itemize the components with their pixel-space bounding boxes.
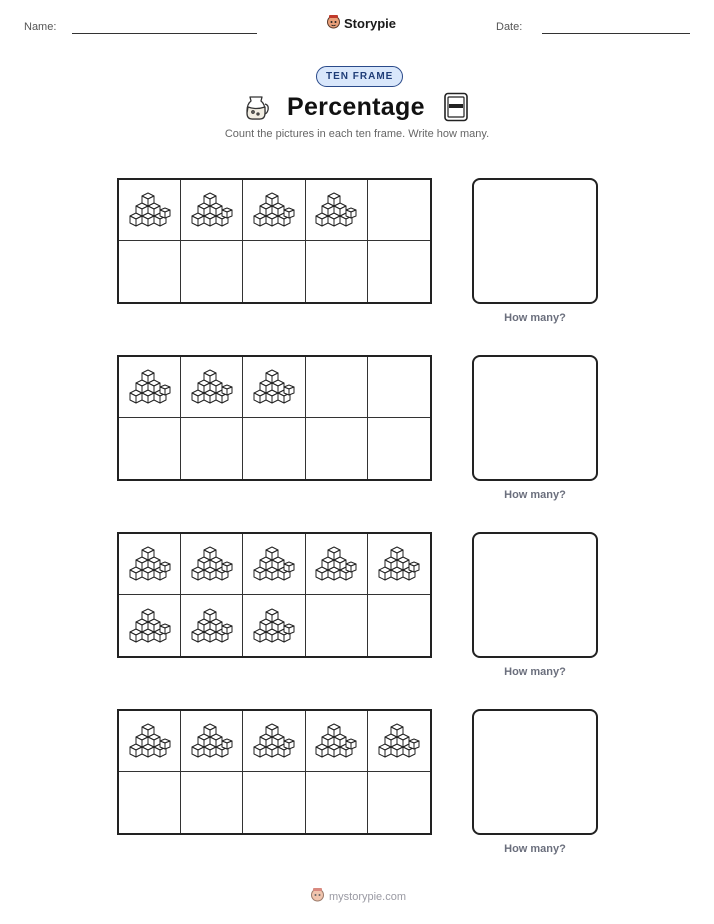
ten-frame-cell bbox=[119, 534, 181, 595]
ten-frame bbox=[117, 532, 432, 658]
storypie-mascot-icon bbox=[326, 14, 341, 33]
cube-stack-icon bbox=[128, 606, 172, 646]
ten-frame-cell bbox=[243, 534, 305, 595]
tablet-icon bbox=[443, 92, 469, 127]
date-line[interactable] bbox=[542, 33, 690, 34]
ten-frame-cell bbox=[181, 357, 243, 418]
cube-stack-icon bbox=[314, 544, 358, 584]
how-many-label: How many? bbox=[504, 489, 566, 501]
ten-frame-cell bbox=[306, 180, 368, 241]
cube-stack-icon bbox=[252, 721, 296, 761]
ten-frame-cell bbox=[181, 534, 243, 595]
ten-frame-cell bbox=[306, 772, 368, 833]
ten-frame-cell bbox=[368, 711, 430, 772]
cube-stack-icon bbox=[128, 544, 172, 584]
answer-box[interactable] bbox=[472, 532, 598, 658]
ten-frame-cell bbox=[181, 418, 243, 479]
ten-frame-cell bbox=[119, 241, 181, 302]
ten-frame-cell bbox=[181, 595, 243, 656]
ten-frame-cell bbox=[306, 711, 368, 772]
ten-frame-cell bbox=[181, 772, 243, 833]
ten-frame-cell bbox=[243, 418, 305, 479]
ten-frame-cell bbox=[368, 180, 430, 241]
ten-frame-cell bbox=[119, 180, 181, 241]
ten-frame-cell bbox=[119, 772, 181, 833]
ten-frame-cell bbox=[119, 357, 181, 418]
ten-frame-cell bbox=[243, 241, 305, 302]
ten-frame-cell bbox=[119, 711, 181, 772]
ten-frame-cell bbox=[243, 180, 305, 241]
cube-stack-icon bbox=[190, 544, 234, 584]
footer bbox=[310, 887, 406, 906]
ten-frame-cell bbox=[306, 418, 368, 479]
answer-box[interactable] bbox=[472, 355, 598, 481]
cube-stack-icon bbox=[252, 190, 296, 230]
cube-stack-icon bbox=[190, 606, 234, 646]
ten-frame bbox=[117, 355, 432, 481]
name-line[interactable] bbox=[72, 33, 257, 34]
date-label: Date: bbox=[496, 21, 523, 33]
how-many-label: How many? bbox=[504, 312, 566, 324]
ten-frame-cell bbox=[243, 772, 305, 833]
cube-stack-icon bbox=[128, 721, 172, 761]
ten-frame-cell bbox=[119, 418, 181, 479]
ten-frame-cell bbox=[368, 241, 430, 302]
cube-stack-icon bbox=[190, 190, 234, 230]
cube-stack-icon bbox=[252, 367, 296, 407]
answer-box[interactable] bbox=[472, 709, 598, 835]
cube-stack-icon bbox=[128, 190, 172, 230]
cube-stack-icon bbox=[190, 367, 234, 407]
cube-stack-icon bbox=[128, 367, 172, 407]
ten-frame-cell bbox=[368, 595, 430, 656]
ten-frame-cell bbox=[119, 595, 181, 656]
how-many-label: How many? bbox=[504, 843, 566, 855]
ten-frame-cell bbox=[306, 241, 368, 302]
ten-frame bbox=[117, 178, 432, 304]
brand-name: Storypie bbox=[344, 16, 397, 31]
ten-frame-cell bbox=[368, 418, 430, 479]
footer-url[interactable]: mystorypie.com bbox=[329, 890, 407, 903]
ten-frame-cell bbox=[306, 534, 368, 595]
ten-frame-cell bbox=[181, 241, 243, 302]
storypie-mascot-icon bbox=[310, 887, 325, 906]
name-label: Name: bbox=[24, 21, 57, 33]
cube-stack-icon bbox=[314, 190, 358, 230]
ten-frame-cell bbox=[306, 595, 368, 656]
ten-frame-cell bbox=[306, 357, 368, 418]
how-many-label: How many? bbox=[504, 666, 566, 678]
cube-stack-icon bbox=[252, 544, 296, 584]
cube-stack-icon bbox=[252, 606, 296, 646]
ten-frame-badge: TEN FRAME bbox=[316, 66, 403, 87]
cube-stack-icon bbox=[314, 721, 358, 761]
ten-frame-cell bbox=[368, 357, 430, 418]
ten-frame bbox=[117, 709, 432, 835]
ten-frame-cell bbox=[243, 711, 305, 772]
pitcher-icon bbox=[241, 92, 271, 127]
cube-stack-icon bbox=[377, 721, 421, 761]
cube-stack-icon bbox=[190, 721, 234, 761]
instructions: Count the pictures in each ten frame. Write how many. bbox=[224, 128, 490, 140]
page-title: Percentage bbox=[287, 93, 425, 121]
brand-logo bbox=[326, 14, 396, 33]
ten-frame-cell bbox=[181, 180, 243, 241]
ten-frame-cell bbox=[181, 711, 243, 772]
ten-frame-cell bbox=[368, 772, 430, 833]
answer-box[interactable] bbox=[472, 178, 598, 304]
ten-frame-cell bbox=[243, 357, 305, 418]
ten-frame-cell bbox=[243, 595, 305, 656]
cube-stack-icon bbox=[377, 544, 421, 584]
ten-frame-cell bbox=[368, 534, 430, 595]
